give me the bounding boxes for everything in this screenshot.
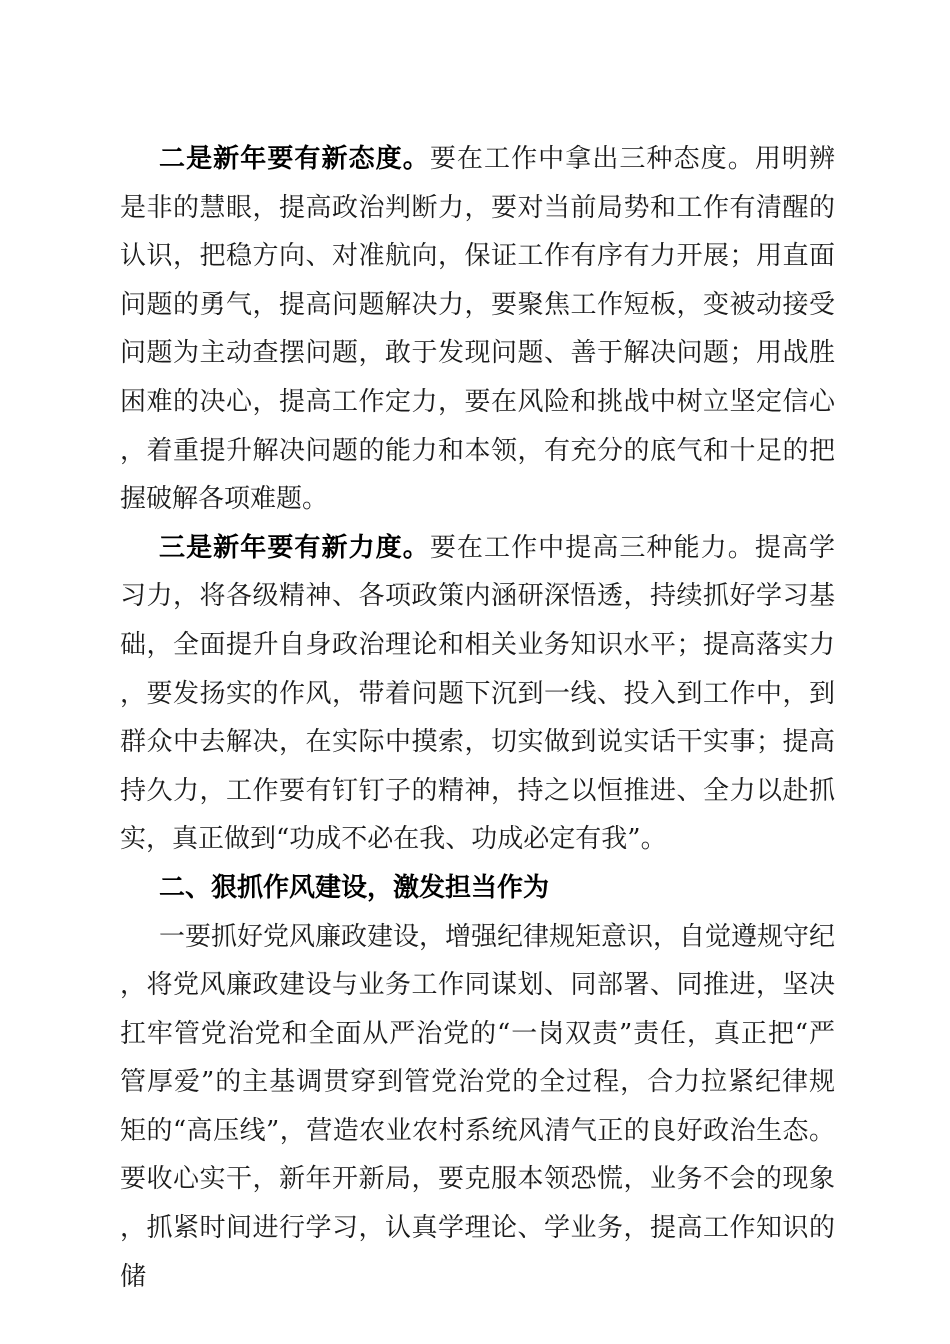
paragraph-text: 要在工作中拿出三种态度。用明辨是非的慧眼，提高政治判断力，要对当前局势和工作有清醒的认识，把稳方向、对准航向，保证工作有序有力开展；用直面问题的勇气，提高问题解决力，要聚焦工作短板，变被动接受问题为主动查摆问题，敢于发现问题、善于解决问题；用战胜困难的决心，提高工作定力，要在风险和挑战中树立坚定信心，着重提升解决问题的能力和本领，有充分的底气和十足的把握破解各项难题。 bbox=[120, 144, 835, 515]
section-heading: 二、狠抓作风建设，激发担当作为 bbox=[159, 872, 550, 903]
paragraph-text: 要在工作中提高三种能力。提高学习力，将各级精神、各项政策内涵研深悟透，持续抓好学习基础，全面提升自身政治理论和相关业务知识水平；提高落实力，要发扬实的作风，带着问题下沉到一线、投入到工作中，到群众中去解决，在实际中摸索，切实做到说实话干实事；提高持久力，工作要有钉钉子的精神，持之以恒推进、全力以赴抓实，真正做到“功成不必在我、功成必定有我”。 bbox=[120, 532, 835, 855]
paragraph-lead: 二是新年要有新态度。 bbox=[159, 144, 430, 174]
document-body bbox=[120, 135, 835, 1301]
paragraph-party-conduct: 一要抓好党风廉政建设，增强纪律规矩意识，自觉遵规守纪，将党风廉政建设与业务工作同谋划、同部署、同推进，坚决扛牢管党治党和全面从严治党的“一岗双责”责任，真正把“严管厚爱”的主基调贯穿到管党治党的全过程，合力拉紧纪律规矩的“高压线”，营造农业农村系统风清气正的良好政治生态。要收心实干，新年开新局，要克服本领恐慌，业务不会的现象，抓紧时间进行学习，认真学理论、学业务，提高工作知识的储 bbox=[120, 921, 836, 1292]
paragraph-new-strength bbox=[120, 524, 835, 864]
paragraph-lead: 三是新年要有新力度。 bbox=[159, 532, 430, 563]
paragraph-new-attitude bbox=[120, 135, 835, 524]
